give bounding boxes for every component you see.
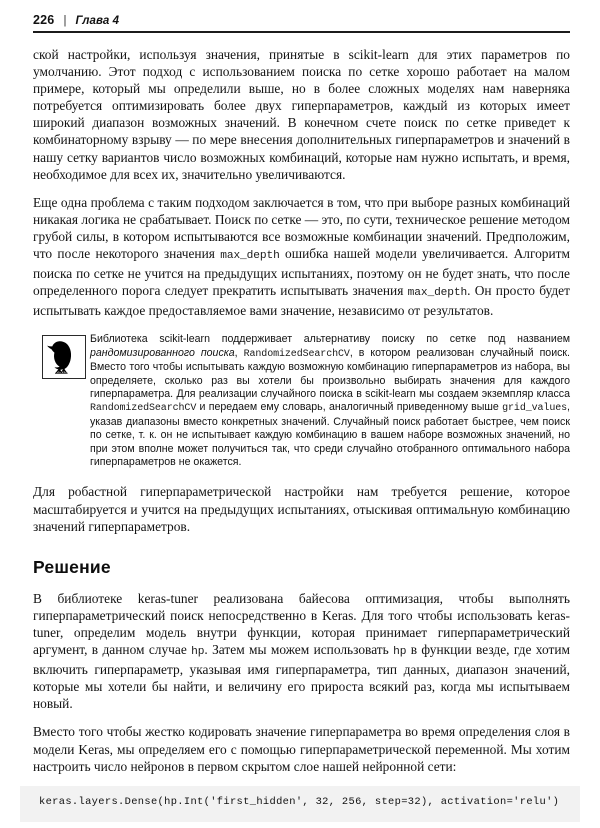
raven-icon bbox=[42, 335, 86, 379]
paragraph-2 bbox=[33, 194, 570, 320]
paragraph-3: Для робастной гиперпараметрической настройки нам требуется решение, которое масштабируется и учится на предыдущих испытаниях, отыскивая оптимальную комбинацию значений гиперпараметров. bbox=[33, 484, 570, 534]
note-italic-phrase: рандомизированного поиска bbox=[90, 346, 235, 359]
paragraph-5: Вместо того чтобы жестко кодировать значение гиперпараметра во время определения слоя в модели Keras, мы определяем его с помощью гиперпараметрической переменной. Мы хотим настроить число нейронов в первом скрытом слое нашей нейронной сети: bbox=[33, 724, 570, 774]
note-text-d: и передаем ему словарь, аналогичный приведенному выше bbox=[196, 401, 503, 414]
paragraph-2-text-a: Еще одна проблема с таким подходом заключается в том, что при выборе разных комбинаций никакая логика не срабатывает. Поиск по сетке — это, по сути, техническое решение методом грубой силы, в котором испытываются все возможные комбинации значений. Предположим, что после некоторого значения bbox=[33, 194, 570, 262]
inline-code-randomizedsearchcv-1: RandomizedSearchCV bbox=[243, 348, 350, 360]
note-text-b: , bbox=[234, 346, 244, 359]
note-text-a: Библиотека scikit-learn поддерживает альтернативу поиску по сетке под названием bbox=[90, 333, 570, 346]
paragraph-4-text-c: в функции везде, где хотим включить гиперпараметр, указывая имя гиперпараметра, тип данных, диапазон значений, которые мы хотели бы найти, и величину его прироста всякий раз, когда мы испытываем новый. bbox=[33, 642, 570, 712]
inline-code-hp-2: hp bbox=[393, 646, 407, 659]
paragraph-4-text-b: . Затем мы можем использовать bbox=[204, 642, 394, 658]
section-heading: Решение bbox=[33, 556, 111, 577]
note-text-e: , указав диапазоны вместо конкретных значений. Случайный поиск работает быстрее, чем поиск по сетке, т. к. он не испытывает каждую комбинацию в вашем наборе возможных значений, но при этом вполне может получиться так, что среди случайно отобранного оптимального набора гиперпараметров не окажется. bbox=[90, 401, 570, 469]
paragraph-2-text-c: . Он просто будет испытывать каждое предоставляемое вами значение, независимо от результатов. bbox=[33, 283, 570, 319]
page-number: 226 bbox=[33, 13, 55, 27]
running-head bbox=[33, 13, 570, 27]
note-text bbox=[90, 333, 570, 469]
note-callout bbox=[33, 333, 570, 469]
body-column bbox=[33, 46, 570, 775]
paragraph-1: ской настройки, используя значения, принятые в scikit-learn для этих параметров по умолчанию. Этот подход с использованием поиска по сетке хорошо работает на малом примере, который мы определили выше, но в более сложных моделях нам наверняка потребуется оптимизировать более двух гиперпараметров, каждый из которых имеет широкий диапазон возможных значений. В конечном счете поиск по сетке приведет к комбинаторному взрыву — по мере внесения дополнительных гиперпараметров и значений в нашу сетку вариантов число возможных комбинаций, которые нам нужно испытать, и время, необходимое для всех их, значительно увеличиваются. bbox=[33, 47, 570, 182]
paragraph-4-text-a: В библиотеке keras-tuner реализована байесова оптимизация, чтобы выполнять гиперпараметрический поиск непосредственно в Keras. Для того чтобы использовать keras-tuner, определим модель внутри функции, которая принимает гиперпараметрический аргумент, в данном случае bbox=[33, 590, 570, 658]
paragraph-2-text-b: ошибка нашей модели увеличивается. Алгоритм поиска по сетке не учится на предыдущих испытаниях, поэтому он не будет знать, что после определенного порога следует прекратить испытывать значения bbox=[33, 246, 570, 299]
running-head-separator: | bbox=[63, 15, 67, 27]
header-divider bbox=[33, 31, 570, 33]
note-text-c: , в котором реализован случайный поиск. Вместо того чтобы испытывать каждую возможную комбинацию гиперпараметров из набора, вы определяете, сколько раз вы хотели бы произвольно выбирать значения для каждого гиперпараметра. Для реализации случайного поиска в scikit-learn мы создаем экземпляр класса bbox=[90, 346, 570, 401]
paragraph-4 bbox=[33, 590, 570, 713]
chapter-label: Глава 4 bbox=[75, 15, 120, 27]
code-line-1: keras.layers.Dense(hp.Int('first_hidden', 32, 256, step=32), activation='relu') bbox=[39, 796, 560, 808]
code-block bbox=[20, 786, 580, 822]
inline-code-hp-1: hp bbox=[191, 646, 205, 659]
inline-code-randomizedsearchcv-2: RandomizedSearchCV bbox=[90, 403, 197, 415]
inline-code-grid-values: grid_values bbox=[502, 403, 568, 415]
inline-code-max-depth-1: max_depth bbox=[220, 250, 280, 263]
inline-code-max-depth-2: max_depth bbox=[407, 287, 468, 300]
